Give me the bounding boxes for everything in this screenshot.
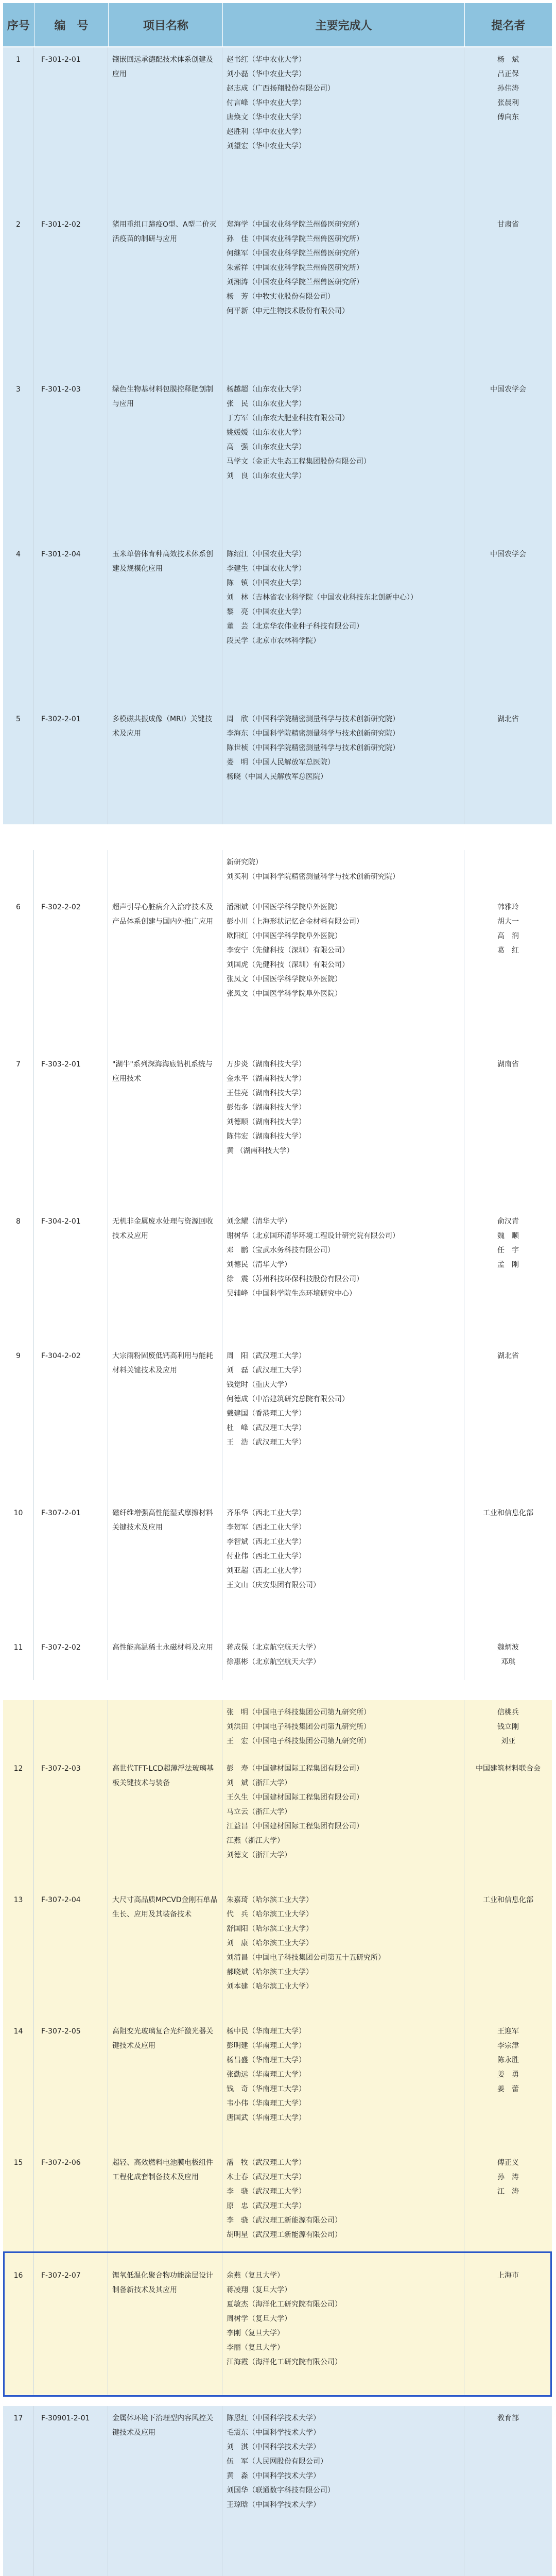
contributor: 原 忠（武汉理工大学） [227, 2202, 306, 2210]
project-name: 玉米单倍体育种高效技术体系创建及规模化应用 [108, 542, 222, 707]
row-number [3, 850, 34, 895]
contributor: 段民学（北京市农林科学院） [227, 637, 320, 645]
project-name: 金属体环境下治理型内容风控关键技术及应用 [108, 2406, 222, 2576]
contributor: 刘 磊（武汉理工大学） [227, 1366, 306, 1375]
project-name: 镶嵌回远承德配技术体系创建及应用 [108, 47, 222, 212]
row-number: 1 [3, 47, 34, 212]
nominator: 甘肃省 [464, 212, 552, 377]
contributor: 张 民（山东农业大学） [227, 400, 306, 408]
contributor: 刘国华（联通数字科技有限公司） [227, 2486, 335, 2495]
contributor: 刘 斌（浙江大学） [227, 1779, 291, 1787]
contributor: 刘清昌（中国电子科技集团公司第五十五研究所） [227, 1954, 385, 1962]
project-name: 绿色生物基材料包膜控释肥创制与应用 [108, 377, 222, 542]
project-code: F-304-2-02 [34, 1344, 108, 1501]
contributor: 马学文（金正大生态工程集团股份有限公司） [227, 457, 371, 466]
main-contributors [222, 1756, 464, 1888]
contributor: 陈世桢（中国科学院精密测量科学与技术创新研究院） [227, 744, 399, 752]
contributor: 木士春（武汉理工大学） [227, 2173, 306, 2181]
contributor: 韦小伟（华南理工大学） [227, 2099, 306, 2108]
contributor: 刘本建（哈尔滨工业大学） [227, 1982, 313, 1991]
nominator: 湖南省 [464, 1052, 552, 1209]
contributor: 江燕（浙江大学） [227, 1837, 284, 1845]
contributor: 孙 佳（中国农业科学院兰州兽医研究所） [227, 235, 363, 243]
contributor: 朱嘉琦（哈尔滨工业大学） [227, 1896, 313, 1904]
project-name: 大尺寸高品质MPCVD金刚石单晶生长、应用及其装备技术 [108, 1888, 222, 2019]
contributor: 黄 （湖南科技大学） [227, 1147, 294, 1155]
project-code: F-307-2-06 [34, 2150, 108, 2263]
contributor: 赵志成（广西扬翔股份有限公司） [227, 84, 335, 93]
contributor: 潘 牧（武汉理工大学） [227, 2159, 306, 2167]
row-number: 2 [3, 212, 34, 377]
project-name: 锂氧低温化聚合物功能涂层设计制备新技术及其应用 [108, 2263, 222, 2395]
contributor: 陈 镇（中国农业大学） [227, 579, 306, 587]
contributor: 黄 淼（中国科学技术大学） [227, 2472, 320, 2480]
contributor: 毛震东（中国科学技术大学） [227, 2429, 320, 2437]
contributor: 李贺军（西北工业大学） [227, 1523, 306, 1532]
table-row [3, 47, 552, 212]
table-row [3, 1052, 552, 1209]
contributor: 彭 寿（中国建材国际工程集团有限公司） [227, 1765, 363, 1773]
main-contributors [222, 2019, 464, 2150]
nominator: 信桃兵 钱立刚 刘亚 [464, 1700, 552, 1756]
header-col-name: 项目名称 [109, 3, 223, 46]
table-row [3, 377, 552, 542]
row-number: 9 [3, 1344, 34, 1501]
contributor: 金永平（湖南科技大学） [227, 1075, 306, 1083]
contributor: 杨昌盛（华南理工大学） [227, 2056, 306, 2064]
contributor: 刘 良（山东农业大学） [227, 472, 306, 480]
row-number: 17 [3, 2406, 34, 2576]
project-name: 超轻、高效燃料电池膜电极组件工程化成套制备技术及应用 [108, 2150, 222, 2263]
project-name: 猪用重组口蹄疫O型、A型二价灭活疫苗的制研与应用 [108, 212, 222, 377]
contributor: 付言峰（华中农业大学） [227, 99, 306, 107]
nominator: 湖北省 [464, 707, 552, 824]
contributor: 周 阳（武汉理工大学） [227, 1352, 306, 1360]
contributor: 李海东（中国科学院精密测量科学与技术创新研究院） [227, 730, 399, 738]
nominator: 王迎军 李宗津 陈永胜 姜 勇 姜 蕾 [464, 2019, 552, 2150]
contributor: 刘望宏（华中农业大学） [227, 142, 306, 150]
contributor: 唐焕文（华中农业大学） [227, 113, 306, 122]
project-code: F-307-2-04 [34, 1888, 108, 2019]
nominator: 韩雅玲 胡大一 高 润 葛 红 [464, 895, 552, 1052]
contributor: 郑海学（中国农业科学院兰州兽医研究所） [227, 221, 363, 229]
contributor: 赵胜利（华中农业大学） [227, 128, 306, 136]
contributor: 新研究院） [227, 858, 263, 867]
contributor: 余燕（复旦大学） [227, 2272, 284, 2280]
contributor: 王琼晗（中国科学技术大学） [227, 2501, 320, 2509]
contributor: 王 宏（中国电子科技集团公司第九研究所） [227, 1737, 371, 1745]
table-row [3, 1501, 552, 1635]
contributor: 陈绍江（中国农业大学） [227, 550, 306, 558]
project-code [34, 1700, 108, 1756]
main-contributors [222, 47, 464, 212]
contributor: 谢树华（北京国环清华环境工程设计研究院有限公司） [227, 1232, 399, 1240]
contributor: 夏敏杰（海洋化工研究院有限公司） [227, 2300, 342, 2309]
contributor: 李智斌（西北工业大学） [227, 1538, 306, 1546]
contributor: 刘小磊（华中农业大学） [227, 70, 306, 78]
contributor: 周树学（复旦大学） [227, 2315, 291, 2323]
project-name [108, 850, 222, 895]
contributor: 郝晓斌（哈尔滨工业大学） [227, 1968, 313, 1976]
project-code: F-303-2-01 [34, 1052, 108, 1209]
row-number: 12 [3, 1756, 34, 1888]
contributor: 王 浩（武汉理工大学） [227, 1438, 306, 1447]
table-header [3, 3, 552, 46]
contributor: 徐 震（苏州科技环保科技股份有限公司） [227, 1275, 363, 1283]
contributor: 张勤远（华南理工大学） [227, 2071, 306, 2079]
contributor: 朱紫祥（中国农业科学院兰州兽医研究所） [227, 264, 363, 272]
table-row [3, 707, 552, 824]
row-number: 5 [3, 707, 34, 824]
contributor: 刘湘涛（中国农业科学院兰州兽医研究所） [227, 278, 363, 286]
contributor: 邓 鹏（宝武水务科技有限公司） [227, 1246, 335, 1255]
nominator: 魏炳波 邓琪 [464, 1635, 552, 1680]
row-number: 4 [3, 542, 34, 707]
contributor: 黎 亮（中国农业大学） [227, 608, 306, 616]
table-row [3, 1344, 552, 1501]
nominator: 湖北省 [464, 1344, 552, 1501]
project-code [34, 850, 108, 895]
contributor: 彭明建（华南理工大学） [227, 2042, 306, 2050]
contributor: 钱觉时（重庆大学） [227, 1381, 291, 1389]
main-contributors [222, 707, 464, 824]
main-contributors [222, 850, 464, 895]
contributor: 李 骁（武汉理工新能源有限公司） [227, 2216, 342, 2225]
contributor: 陈伟宏（湖南科技大学） [227, 1132, 306, 1141]
contributor: 张凤文（中国医学科学院阜外医院） [227, 990, 342, 998]
contributor: 张 明（中国电子科技集团公司第九研究所） [227, 1708, 371, 1717]
contributor: 付业伟（西北工业大学） [227, 1552, 306, 1561]
project-name: 大宗雨粉固废低钙高利用与能耗材料关键技术及应用 [108, 1344, 222, 1501]
contributor: 胡明星（武汉理工新能源有限公司） [227, 2231, 342, 2239]
main-contributors [222, 212, 464, 377]
contributor: 刘洪田（中国电子科技集团公司第九研究所） [227, 1723, 371, 1731]
contributor: 刘德民（清华大学） [227, 1261, 291, 1269]
contributor: 刘德顺（湖南科技大学） [227, 1118, 306, 1126]
contributor: 刘德文（浙江大学） [227, 1851, 291, 1859]
row-number: 7 [3, 1052, 34, 1209]
nominator: 杨 斌 吕正保 孙伟涛 张晨利 傅向东 [464, 47, 552, 212]
contributor: 蒋凌翔（复旦大学） [227, 2286, 291, 2294]
contributor: 杨晓（中国人民解放军总医院） [227, 773, 327, 781]
contributor: 刘 林（吉林省农业科学院（中国农业科技东北创新中心）） [227, 594, 418, 602]
project-code: F-307-2-03 [34, 1756, 108, 1888]
nominator: 工业和信息化部 [464, 1501, 552, 1635]
contributor: 周 欣（中国科学院精密测量科学与技术创新研究院） [227, 715, 399, 723]
contributor: 丁方军（山东农大肥业科技有限公司） [227, 414, 349, 422]
table-row [3, 1888, 552, 2019]
nominator: 中国农学会 [464, 542, 552, 707]
table-row [3, 2150, 552, 2263]
contributor: 何继军（中国农业科学院兰州兽医研究所） [227, 249, 363, 258]
contributor: 李安宁（先健科技（深圳）有限公司） [227, 946, 349, 955]
contributor: 蒋成保（北京航空航天大学） [227, 1643, 320, 1652]
project-code: F-301-2-01 [34, 47, 108, 212]
nominator: 中国建筑材料联合会 [464, 1756, 552, 1888]
nominator: 教育部 [464, 2406, 552, 2576]
project-code: F-301-2-02 [34, 212, 108, 377]
project-code: F-30901-2-01 [34, 2406, 108, 2576]
contributor: 张凤文（中国医学科学院阜外医院） [227, 975, 342, 984]
project-name: 高阻变光玻璃复合光纤激光器关键技术及应用 [108, 2019, 222, 2150]
table-row [3, 542, 552, 707]
main-contributors [222, 542, 464, 707]
row-number: 10 [3, 1501, 34, 1635]
contributor: 王佳亮（湖南科技大学） [227, 1089, 306, 1097]
project-name: 无机非金属废水处理与资源回收技术及应用 [108, 1209, 222, 1344]
row-number: 14 [3, 2019, 34, 2150]
project-code: F-301-2-03 [34, 377, 108, 542]
table-row [3, 1635, 552, 1680]
contributor: 彭小川（上海形状记忆合金材料有限公司） [227, 918, 363, 926]
table-row [3, 212, 552, 377]
project-name: "湖牛"系列深海海底钻机系统与应用技术 [108, 1052, 222, 1209]
header-col-no: 序号 [3, 3, 34, 46]
row-number: 6 [3, 895, 34, 1052]
contributor: 刘 淇（中国科学技术大学） [227, 2443, 320, 2451]
row-number [3, 1700, 34, 1756]
project-code: F-302-2-02 [34, 895, 108, 1052]
row-number: 16 [3, 2263, 34, 2395]
contributor: 舒国阳（哈尔滨工业大学） [227, 1925, 313, 1933]
header-col-nominator: 提名者 [491, 19, 526, 32]
contributor: 何平新（申元生物技术股份有限公司） [227, 307, 349, 315]
project-name: 多模磁共振成像（MRI）关键技术及应用 [108, 707, 222, 824]
nominator: 傅正义 孙 涛 江 涛 [464, 2150, 552, 2263]
table-row [3, 895, 552, 1052]
contributor: 何德成（中冶建筑研究总院有限公司） [227, 1395, 349, 1403]
main-contributors [222, 1700, 464, 1756]
nominator: 工业和信息化部 [464, 1888, 552, 2019]
nominator: 俞汉青 魏 顺 任 宇 孟 刚 [464, 1209, 552, 1344]
project-code: F-307-2-01 [34, 1501, 108, 1635]
contributor: 江海霞（海洋化工研究院有限公司） [227, 2358, 342, 2366]
contributor: 陈恩红（中国科学技术大学） [227, 2414, 320, 2422]
table-row [3, 2019, 552, 2150]
contributor: 欧阳红（中国医学科学院阜外医院） [227, 932, 342, 940]
nominator: 上海市 [464, 2263, 552, 2395]
contributor: 董 芸（北京华农伟业种子科技有限公司） [227, 622, 363, 631]
main-contributors [222, 1052, 464, 1209]
header-col-people: 主要完成人 [223, 3, 464, 46]
main-contributors [222, 1344, 464, 1501]
contributor: 杨越超（山东农业大学） [227, 385, 306, 394]
project-name: 磁纤维增强高性能湿式摩擦材料关键技术及应用 [108, 1501, 222, 1635]
contributor: 彭佑多（湖南科技大学） [227, 1104, 306, 1112]
contributor: 唐国武（华南理工大学） [227, 2114, 306, 2122]
row-number: 3 [3, 377, 34, 542]
main-contributors [222, 1888, 464, 2019]
table-row [3, 850, 552, 895]
project-code: F-307-2-02 [34, 1635, 108, 1680]
contributor: 刘买利（中国科学院精密测量科学与技术创新研究院） [227, 873, 399, 881]
main-contributors [222, 2406, 464, 2576]
header-col-code: 编 号 [34, 3, 109, 46]
contributor: 杨 芳（中牧实业股份有限公司） [227, 293, 335, 301]
contributor: 赵书红（华中农业大学） [227, 56, 306, 64]
contributor: 潘湘斌（中国医学科学院阜外医院） [227, 903, 342, 911]
contributor: 吴辅峰（中国科学院生态环境研究中心） [227, 1290, 356, 1298]
contributor: 刘 康（哈尔滨工业大学） [227, 1939, 313, 1947]
contributor: 娄 明（中国人民解放军总医院） [227, 758, 335, 767]
main-contributors [222, 1209, 464, 1344]
contributor: 代 兵（哈尔滨工业大学） [227, 1910, 313, 1919]
project-code: F-301-2-04 [34, 542, 108, 707]
nominator: 中国农学会 [464, 377, 552, 542]
contributor: 钱 奇（华南理工大学） [227, 2085, 306, 2093]
project-code: F-302-2-01 [34, 707, 108, 824]
table-row [3, 2406, 552, 2576]
contributor: 马立云（浙江大学） [227, 1808, 291, 1816]
contributor: 李 骁（武汉理工大学） [227, 2188, 306, 2196]
contributor: 杜 峰（武汉理工大学） [227, 1424, 306, 1432]
nominator [464, 850, 552, 895]
contributor: 姚媛媛（山东农业大学） [227, 429, 306, 437]
project-code: F-304-2-01 [34, 1209, 108, 1344]
contributor: 徐惠彬（北京航空航天大学） [227, 1658, 320, 1666]
row-number: 11 [3, 1635, 34, 1680]
table-row [3, 1700, 552, 1756]
contributor: 李建生（中国农业大学） [227, 565, 306, 573]
main-contributors [222, 895, 464, 1052]
contributor: 万步炎（湖南科技大学） [227, 1060, 306, 1069]
selection-highlight [3, 2251, 552, 2397]
project-code: F-307-2-07 [34, 2263, 108, 2395]
contributor: 齐乐华（西北工业大学） [227, 1509, 306, 1517]
table-row [3, 1209, 552, 1344]
project-name [108, 1700, 222, 1756]
main-contributors [222, 377, 464, 542]
row-number: 15 [3, 2150, 34, 2263]
contributor: 王久生（中国建材国际工程集团有限公司） [227, 1793, 363, 1802]
contributor: 伍 军（人民网股份有限公司） [227, 2458, 327, 2466]
project-name: 高性能高温稀土永磁材料及应用 [108, 1635, 222, 1680]
contributor: 刘亚超（西北工业大学） [227, 1567, 306, 1575]
main-contributors [222, 2150, 464, 2263]
project-code: F-307-2-05 [34, 2019, 108, 2150]
row-number: 8 [3, 1209, 34, 1344]
main-contributors [222, 1501, 464, 1635]
contributor: 戴建国（香港理工大学） [227, 1410, 306, 1418]
contributor: 高 强（山东农业大学） [227, 443, 306, 451]
main-contributors [222, 1635, 464, 1680]
row-number: 13 [3, 1888, 34, 2019]
contributor: 李丽（复旦大学） [227, 2344, 284, 2352]
contributor: 杨中民（华南理工大学） [227, 2027, 306, 2036]
project-name: 高世代TFT-LCD超薄浮法玻璃基板关键技术与装备 [108, 1756, 222, 1888]
contributor: 李刚（复旦大学） [227, 2329, 284, 2337]
contributor: 刘国虎（先健科技（深圳）有限公司） [227, 961, 349, 969]
project-name: 超声引导心脏病介入治疗技术及产品体系创建与国内外推广应用 [108, 895, 222, 1052]
contributor: 王文山（庆安集团有限公司） [227, 1581, 320, 1589]
contributor: 江益昌（中国建材国际工程集团有限公司） [227, 1822, 363, 1831]
table-row [3, 1756, 552, 1888]
contributor: 刘念耀（清华大学） [227, 1217, 291, 1226]
